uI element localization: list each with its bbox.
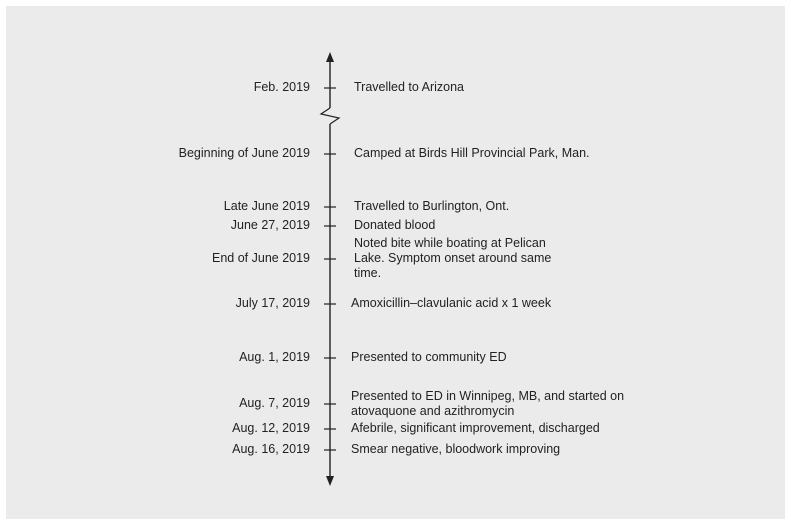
timeline-date: Beginning of June 2019 (178, 146, 310, 160)
timeline-event-text: Travelled to Arizona (354, 80, 465, 94)
timeline-date: July 17, 2019 (235, 296, 310, 310)
timeline-date: Aug. 16, 2019 (232, 442, 310, 456)
timeline-date: Aug. 1, 2019 (239, 350, 310, 364)
axis-break-mark (321, 108, 339, 124)
timeline-event-text: Lake. Symptom onset around same (354, 251, 552, 265)
axis-arrowhead-bottom (326, 476, 334, 486)
timeline-date: June 27, 2019 (230, 218, 310, 232)
timeline-event-text: Noted bite while boating at Pelican (354, 236, 546, 250)
timeline-event-text: Smear negative, bloodwork improving (351, 442, 561, 456)
timeline-date: Late June 2019 (223, 199, 310, 213)
timeline-date: Feb. 2019 (253, 80, 310, 94)
timeline-date: Aug. 12, 2019 (232, 421, 310, 435)
timeline-event-text: Camped at Birds Hill Provincial Park, Man. (354, 146, 590, 160)
timeline-event-text: Travelled to Burlington, Ont. (354, 199, 510, 213)
timeline-event-text: Presented to ED in Winnipeg, MB, and started on (351, 388, 625, 403)
timeline-event-text: Afebrile, significant improvement, discharged (351, 421, 600, 435)
timeline-event-text: Presented to community ED (351, 350, 507, 364)
timeline-date: Aug. 7, 2019 (239, 396, 310, 410)
timeline-date: End of June 2019 (212, 251, 310, 265)
timeline-event-text: Amoxicillin–clavulanic acid x 1 week (351, 296, 552, 310)
timeline-event-text: Donated blood (354, 218, 436, 232)
timeline-event-text: atovaquone and azithromycin (351, 403, 515, 418)
axis-arrowhead-top (326, 52, 334, 62)
timeline-event-text: time. (354, 266, 382, 280)
